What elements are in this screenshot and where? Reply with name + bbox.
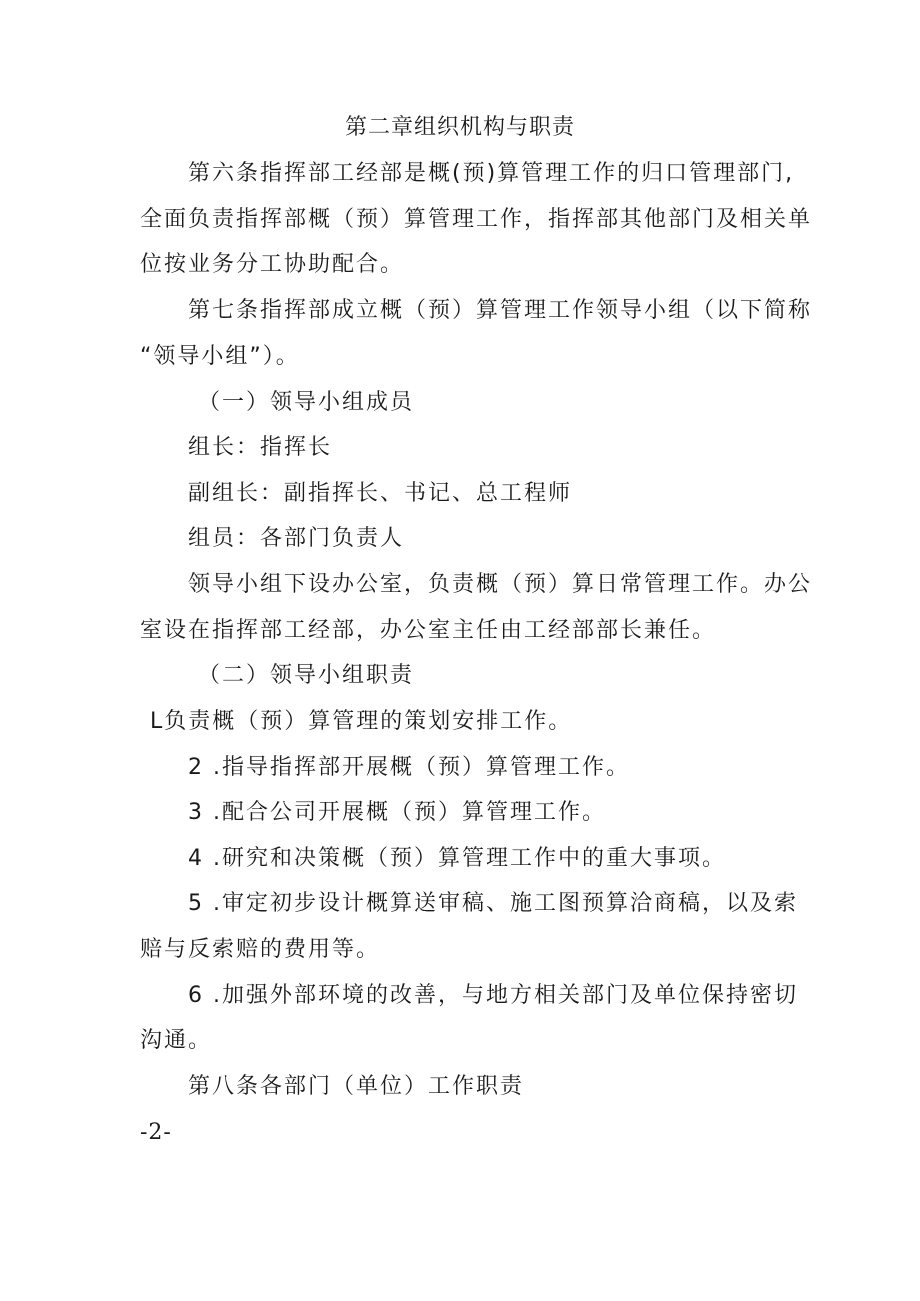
section-2-heading: （二）领导小组职责 xyxy=(198,663,415,688)
leader-line: 组长：指挥长 xyxy=(188,435,333,460)
duty-item-2: 2 .指导指挥部开展概（预）算管理工作。 xyxy=(188,755,630,780)
duty-item-6-line-1: 6 .加强外部环境的改善，与地方相关部门及单位保持密切 xyxy=(188,983,798,1008)
deputy-leader-line: 副组长：副指挥长、书记、总工程师 xyxy=(188,481,573,506)
article-7-line-1: 第七条指挥部成立概（预）算管理工作领导小组（以下简称 xyxy=(188,298,813,323)
article-6-line-2: 全面负责指挥部概（预）算管理工作，指挥部其他部门及相关单 xyxy=(140,207,813,232)
office-line-2: 室设在指挥部工经部，办公室主任由工经部部长兼任。 xyxy=(140,618,717,643)
duty-item-5-line-2: 赔与反索赔的费用等。 xyxy=(140,937,381,962)
article-6-line-1: 第六条指挥部工经部是概(预)算管理工作的归口管理部门, xyxy=(188,161,795,186)
duty-item-3: 3 .配合公司开展概（预）算管理工作。 xyxy=(188,800,606,825)
chapter-title: 第二章组织机构与职责 xyxy=(344,115,575,140)
article-8-line-1: 第八条各部门（单位）工作职责 xyxy=(188,1074,525,1099)
article-7-line-2: “领导小组”）。 xyxy=(140,344,300,369)
duty-item-6-line-2: 沟通。 xyxy=(140,1028,213,1053)
article-6-line-3: 位按业务分工协助配合。 xyxy=(140,252,405,277)
duty-item-1: L负责概（预）算管理的策划安排工作。 xyxy=(150,709,573,734)
duty-item-5-line-1: 5 .审定初步设计概算送审稿、施工图预算洽商稿，以及索 xyxy=(188,891,798,916)
duty-item-4: 4 .研究和决策概（预）算管理工作中的重大事项。 xyxy=(188,846,726,871)
members-line: 组员：各部门负责人 xyxy=(188,526,405,551)
page-number: -2- xyxy=(140,1120,172,1145)
office-line-1: 领导小组下设办公室，负责概（预）算日常管理工作。办公 xyxy=(188,572,813,597)
section-1-heading: （一）领导小组成员 xyxy=(198,390,415,415)
